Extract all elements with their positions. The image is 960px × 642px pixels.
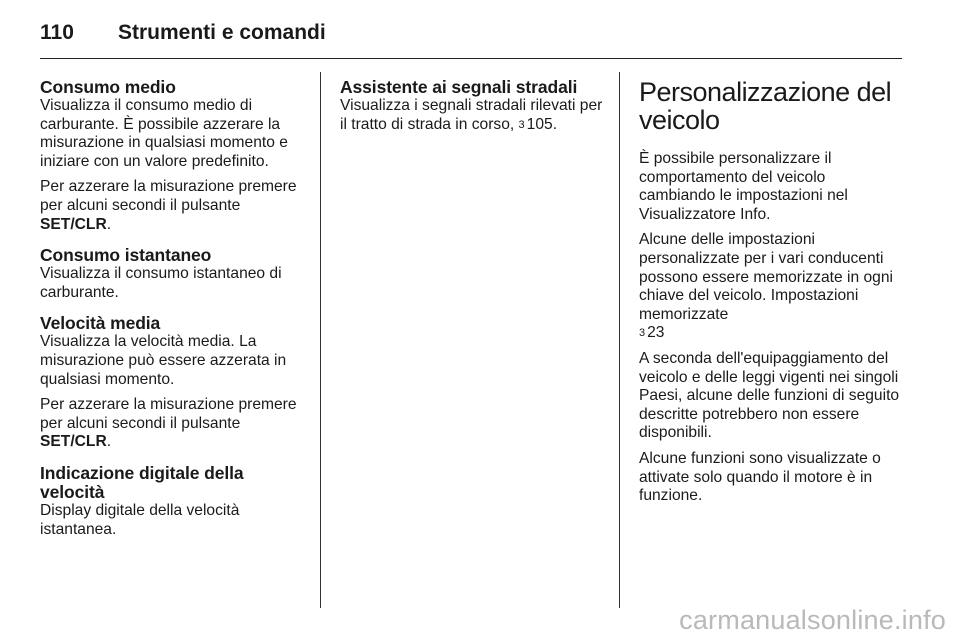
page-reference-number: 105 xyxy=(526,115,553,133)
paragraph-text: Per azzerare la misurazione premere per alcuni secondi il pulsante xyxy=(40,178,297,214)
paragraph: Visualizza il consumo istantaneo di carburante. xyxy=(40,265,282,301)
section-consumo-istantaneo xyxy=(40,246,302,302)
paragraph: Visualizza la velocità media. La misurazione può essere azzerata in qualsiasi momento. xyxy=(40,333,287,388)
paragraph-text: Alcune delle impostazioni personalizzate per i vari conducenti possono essere memorizzate in ogni chiave del veicolo. Impostazioni memorizzate xyxy=(639,231,893,323)
paragraph xyxy=(40,396,302,452)
page-header xyxy=(40,18,902,59)
paragraph: Alcune funzioni sono visualizzate o attivate solo quando il motore è in funzione. xyxy=(639,449,881,505)
section-heading: Assistente ai segnali stradali xyxy=(340,77,578,97)
column-right xyxy=(639,78,904,513)
section-consumo-medio xyxy=(40,78,302,234)
column-left xyxy=(40,78,302,551)
paragraph-end: . xyxy=(106,433,112,451)
paragraph: A seconda dell'equipaggiamento del veicolo e delle leggi vigenti nei singoli Paesi, alcune delle funzioni di seguito descritte potrebbero non essere disponibili. xyxy=(639,349,900,442)
page-number: 110 xyxy=(40,21,74,44)
watermark: carmanualsonline.info xyxy=(679,605,946,635)
paragraph: Display digitale della velocità istantanea. xyxy=(40,501,240,538)
paragraph xyxy=(639,231,904,343)
button-name-set-clr: SET/CLR xyxy=(40,215,107,233)
section-heading: Indicazione digitale della velocità xyxy=(40,462,244,502)
paragraph: È possibile personalizzare il comportamento del veicolo cambiando le impostazioni nel Visualizzatore Info. xyxy=(639,150,848,223)
paragraph xyxy=(340,97,604,134)
column-divider xyxy=(320,72,321,608)
page-reference[interactable] xyxy=(519,116,553,133)
section-heading: Consumo istantaneo xyxy=(40,245,212,266)
paragraph-end: . xyxy=(552,115,558,133)
column-divider xyxy=(619,72,620,608)
chapter-section-title: Personalizzazione del veicolo xyxy=(639,77,892,135)
paragraph: Visualizza il consumo medio di carburante. È possibile azzerare la misurazione in qualsiasi momento e iniziare con un valore predefinito. xyxy=(40,97,288,170)
page-reference-icon: 3 xyxy=(639,327,646,340)
chapter-title: Strumenti e comandi xyxy=(118,21,326,44)
section-heading: Consumo medio xyxy=(40,77,176,97)
paragraph-text: Visualizza i segnali stradali rilevati per il tratto di strada in corso, xyxy=(340,97,603,133)
section-indicazione-digitale xyxy=(40,464,302,539)
page-reference-number: 23 xyxy=(647,324,665,342)
button-name-set-clr: SET/CLR xyxy=(40,433,107,451)
section-assistente-segnali xyxy=(340,78,604,134)
page-reference-icon: 3 xyxy=(518,118,525,131)
page-reference[interactable] xyxy=(639,324,664,341)
column-middle xyxy=(340,78,604,146)
paragraph-text: Per azzerare la misurazione premere per alcuni secondi il pulsante xyxy=(40,396,297,432)
section-velocita-media xyxy=(40,314,302,452)
paragraph xyxy=(40,178,302,234)
section-heading: Velocità media xyxy=(40,313,161,334)
paragraph-end: . xyxy=(106,215,112,233)
